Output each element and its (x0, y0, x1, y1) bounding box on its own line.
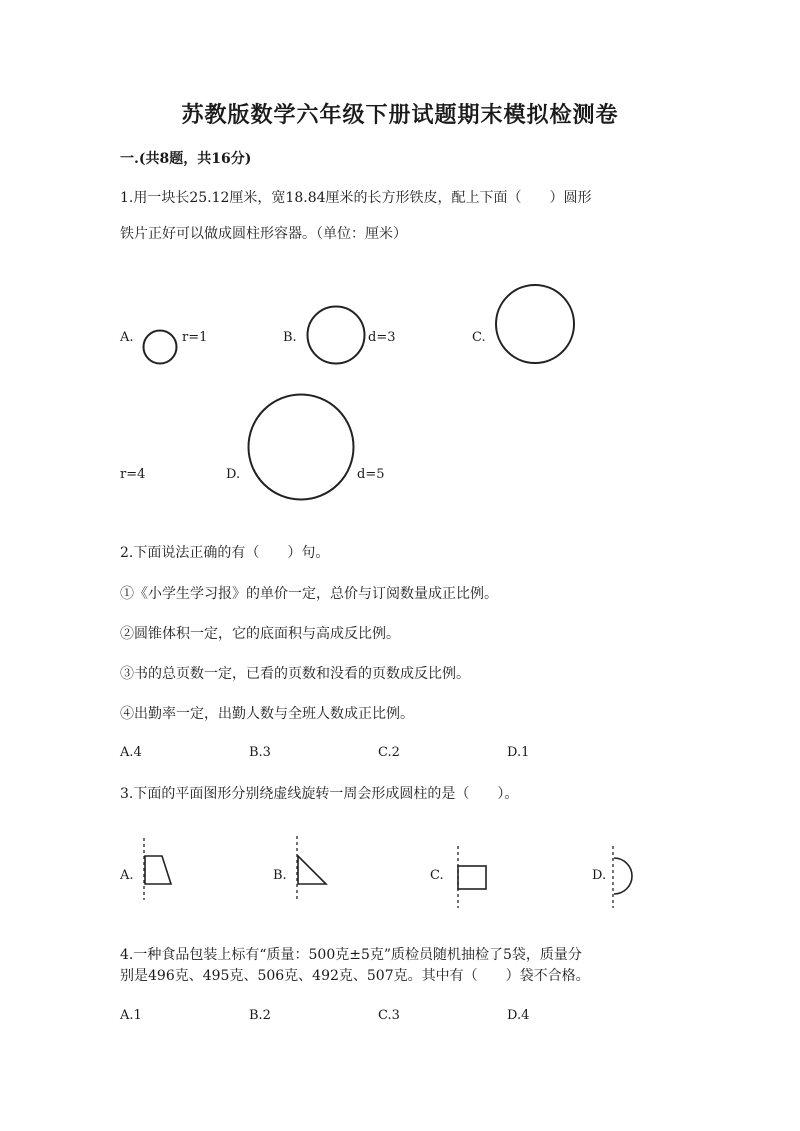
q1-option-c-label[interactable]: C. (472, 330, 486, 345)
q2-stem: 2.下面说法正确的有（ ）句。 (120, 545, 330, 561)
q1-option-d-label[interactable]: D. (226, 467, 241, 482)
q1-circle-c (492, 283, 580, 367)
q1-circle-d (244, 392, 358, 504)
q1-circle-d-diameter: d=5 (357, 467, 385, 482)
q1-circle-b-diameter: d=3 (368, 330, 396, 345)
page-title: 苏教版数学六年级下册试题期末模拟检测卷 (181, 102, 619, 128)
q4-stem-line2: 别是496克、495克、506克、492克、507克。其中有（ ）袋不合格。 (120, 968, 590, 984)
q2-option-d[interactable]: D.1 (507, 745, 530, 760)
q3-shape-c-rectangle (450, 846, 492, 910)
q1-circle-c-radius: r=4 (120, 467, 146, 482)
q3-shape-a-trapezoid (138, 838, 178, 902)
q4-stem-line1: 4.一种食品包装上标有“质量：500克±5克”质检员随机抽检了5袋，质量分 (120, 947, 582, 963)
q2-option-b[interactable]: B.3 (249, 745, 271, 760)
q1-option-b-label[interactable]: B. (283, 330, 297, 345)
q4-option-c[interactable]: C.3 (378, 1008, 400, 1023)
q3-stem: 3.下面的平面图形分别绕虚线旋转一周会形成圆柱的是（ ）。 (120, 786, 519, 802)
q2-statement-1: ①《小学生学习报》的单价一定，总价与订阅数量成正比例。 (120, 586, 498, 602)
q4-option-d[interactable]: D.4 (507, 1008, 530, 1023)
q1-stem-line1: 1.用一块长25.12厘米，宽18.84厘米的长方形铁皮，配上下面（ ）圆形 (120, 190, 592, 206)
q1-option-a-label[interactable]: A. (120, 330, 134, 345)
q2-option-c[interactable]: C.2 (378, 745, 400, 760)
q2-statement-4: ④出勤率一定，出勤人数与全班人数成正比例。 (120, 706, 414, 722)
q2-statement-3: ③书的总页数一定，已看的页数和没看的页数成反比例。 (120, 666, 470, 682)
q1-circle-a (140, 328, 180, 368)
q3-option-b-label[interactable]: B. (273, 868, 287, 883)
q3-shape-d-semicircle (606, 846, 642, 910)
q1-circle-b (304, 303, 368, 367)
q1-stem-line2: 铁片正好可以做成圆柱形容器。（单位：厘米） (120, 226, 407, 242)
q1-circle-a-radius: r=1 (182, 330, 208, 345)
q3-option-c-label[interactable]: C. (430, 868, 444, 883)
q3-option-d-label[interactable]: D. (592, 868, 607, 883)
q2-option-a[interactable]: A.4 (120, 745, 142, 760)
q4-option-b[interactable]: B.2 (249, 1008, 271, 1023)
q2-statement-2: ②圆锥体积一定，它的底面积与高成反比例。 (120, 626, 400, 642)
section-heading: 一.(共8题，共16分) (120, 151, 252, 167)
q4-option-a[interactable]: A.1 (120, 1008, 142, 1023)
q3-option-a-label[interactable]: A. (120, 868, 134, 883)
q3-shape-b-triangle (290, 836, 334, 904)
